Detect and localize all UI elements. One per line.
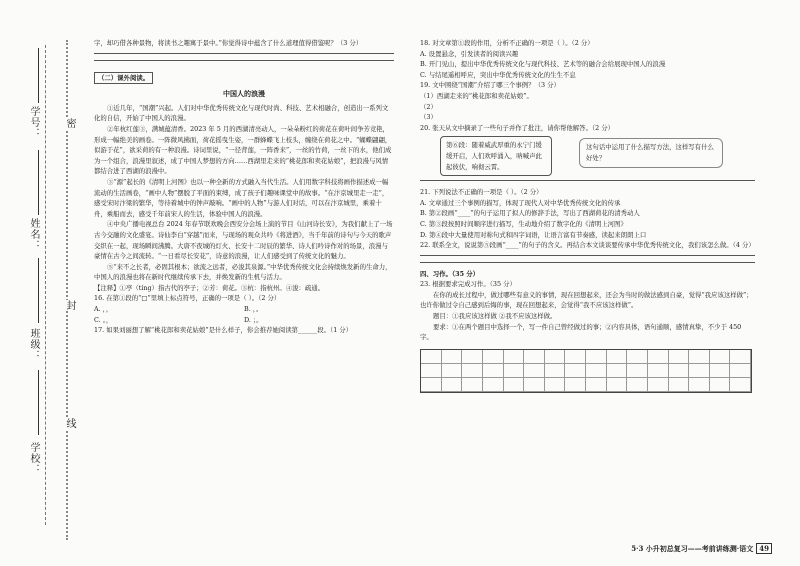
grid-cell[interactable] [730,350,751,364]
footer [631,543,772,554]
grid-cell[interactable] [524,378,545,392]
question-20: 20. 张天从文中摘录了一些句子并作了批注，请你帮他解答。（2 分） [420,123,615,132]
grid-cell[interactable] [524,364,545,378]
question-17: 17. 如果刘丽想了解“桃花郎和卖花姑娘”是什么样子，你会推荐她阅读第______段。（1 分） [94,326,353,335]
answer-line[interactable] [94,60,394,61]
option-c[interactable]: C. 第③段按照时间顺序进行描写，生动地介绍了数字化的《清明上河图》 [420,219,627,228]
question-continued: 字，却巧借各种景物，将读书之趣寓于景中。”你觉得诗中蕴含了什么道理值得借鉴呢？（3 分） [94,39,363,47]
option-b[interactable]: B. 第②段画“____”的句子运用了拟人的修辞手法，写出了西湖荷花的清秀动人 [420,209,640,218]
grid-cell[interactable] [565,378,586,392]
grid-cell[interactable] [669,364,690,378]
answer-line[interactable] [420,262,755,263]
option-d[interactable]: D. 第④段中大量使用对称句式和四字词语，让语言富有节奏感，读起来朗朗上口 [420,230,647,239]
section-heading: （二）课外阅读。 [94,72,153,85]
grid-cell[interactable] [504,364,525,378]
question-22: 22. 联系全文，说说第⑤段画“____”的句子的含义。再结合本文谈谈要传承中华优秀传统文化，我们该怎么做。（4 分） [420,241,755,250]
answer-line[interactable] [420,255,755,256]
page-number: 49 [756,543,772,554]
grid-cell[interactable] [421,378,442,392]
question-21: 21. 下列说法不正确的一项是（ ）。（2 分） [420,188,543,197]
grid-cell[interactable] [483,364,504,378]
grid-cell[interactable] [648,350,669,364]
grid-cell[interactable] [710,378,731,392]
paragraph-3: ③“源”起长的《清明上河图》也以一种全新的方式融入当代生活。人们用数字科技将画作描述成一幅流动的生活画卷，“画中人物”摆脱了平面的束缚，成了孩子们趣味课堂中的故事。“在汴京城里走一走”，感受宋时汴梁的繁华，等待着城中的钟声敲响。“画中的人物”与游人们对话，可以在汴京城里，乘着十舟，乘船而去，感受千年前宋人的生活，体验中国人的浪漫。 [94,177,389,218]
grid-cell[interactable] [504,350,525,364]
annotation-area [440,136,755,176]
grid-cell[interactable] [730,364,751,378]
grid-cell[interactable] [442,378,463,392]
grid-cell[interactable] [586,364,607,378]
excerpt-box: 第⑥段：随着威武厚重的永宁门缓缓开启，人们欢呼涌入，呐喊声此起彼伏，响彻云霄。 [440,136,552,176]
paragraph-1: ①近几年，“国潮”兴起。人们对中华优秀传统文化与现代时尚、科技、艺术相融合，创造出一系列文化的自信，开始了中国人的浪漫。 [94,103,389,123]
question-23: 23. 根据要求完成习作。（35 分） [420,280,516,289]
grid-cell[interactable] [730,378,751,392]
grid-cell[interactable] [565,350,586,364]
grid-cell[interactable] [669,350,690,364]
annotation-bubble: 这句话中运用了什么描写方法，这样写有什么好处？ [579,138,723,167]
grid-cell[interactable] [545,364,566,378]
id-blank[interactable] [38,48,39,103]
q16-options [94,315,394,326]
grid-cell[interactable] [607,364,628,378]
grid-cell[interactable] [648,378,669,392]
grid-cell[interactable] [586,350,607,364]
question-16: 16. 在第①段的“□”里填上标点符号，正确的一项是（ ）。（2 分） [94,294,281,303]
grid-cell[interactable] [545,378,566,392]
grid-cell[interactable] [710,364,731,378]
grid-cell[interactable] [421,364,442,378]
grid-cell[interactable] [689,378,710,392]
grid-cell[interactable] [689,350,710,364]
q19-item-1: （1）西湖走来的“桃花郎和卖花姑娘”。 [420,91,533,100]
grid-cell[interactable] [627,350,648,364]
option-c[interactable]: C. 。， [94,315,113,324]
q19-item-3[interactable]: （3） [420,113,437,122]
paragraph-4: ④中央广播电视总台 2024 年春节联欢晚会西安分会场上演的节目《山河诗长安》，为我们献上了一场古今交融的文化盛宴。诗仙李白“穿越”而来，与现场的观众共吟《将进酒》，当千年前的诗句与今天的歌声交织在一起，现场瞬间沸腾。大唐不夜城的灯火、长安十二时辰的繁华、诗人们吟诗作对的场景，浪漫与豪情在古今之间流转。“一日看尽长安花”，诗意的浪漫，让人们感受到了传统文化的魅力。 [94,220,393,261]
id-label: 学号： [28,106,39,139]
section-heading: 四、习作。（35 分） [420,269,480,278]
paragraph-2: ②年杭红莲③，满城蕴清香。2023 年 5 月的西湖清亮动人，一朵朵粉红的荷花在荷叶间争芳竞艳，形成一幅绝美的画卷。一阵微风拂面，荷花摇曳生姿，一群蜂蝶飞上枝头，缠绕在荷花之中。“蝴蝶翩翩，似游于花”，欲采荷的有一种浪漫。诗词里说，“一径背莲，一阵香来”，一丝的竹荷，一丝下的水，他们成为一个组合，浪漫里叙述，成了中国人梦想的方向……西湖里走来的“桃花郎和卖花姑娘”，把浪漫与风情都结合进了西湖的浪漫中。 [94,124,392,176]
question-19: 19. 文中围绕“国潮”介绍了哪三个事例？（3 分） [420,81,560,90]
grid-cell[interactable] [462,350,483,364]
option-c[interactable]: C. 与结尾遥相呼应，突出中华优秀传统文化的生生不息 [420,70,576,79]
q16-options [94,304,394,315]
right-column [420,38,755,393]
school-label: 学校： [28,442,39,475]
grid-cell[interactable] [669,378,690,392]
school-blank[interactable] [38,370,39,435]
grid-cell[interactable] [442,364,463,378]
q23-requirements: 要求：①在两个题目中选择一个，写一件自己曾经做过的事；②内容具体，语句通顺，感情真挚，不少于 450 字。 [420,322,742,342]
option-a[interactable]: A. 设置悬念，引发读者的阅读兴趣 [420,49,519,58]
grid-cell[interactable] [648,364,669,378]
grid-cell[interactable] [483,378,504,392]
footer-text: 5·3 小升初总复习——考前讲练测·语文 [631,544,754,553]
grid-cell[interactable] [545,350,566,364]
binding-line [45,45,46,525]
grid-cell[interactable] [524,350,545,364]
passage-title: 中国人的浪漫 [223,89,265,99]
name-label: 姓名： [28,218,39,251]
cut-line [66,40,68,540]
option-a[interactable]: A. ，， [94,305,113,314]
xian-mark: 线 [64,418,75,429]
option-d[interactable]: D. ；。 [244,315,263,324]
grid-cell[interactable] [627,364,648,378]
answer-line[interactable] [420,180,755,181]
q23-prompt: 在你的成长过程中，做过哪些有意义的事情，现在回想起来，还会为当时的做法感到自豪，觉得“我应该这样做”；也许你做过令自己感到后悔的事，现在回想起来，会觉得“我不应该这样做”。 [420,290,753,310]
grid-cell[interactable] [586,378,607,392]
grid-cell[interactable] [607,378,628,392]
option-b[interactable]: B. ，。 [244,305,263,314]
grid-cell[interactable] [462,364,483,378]
note: 【注释】①亭（tíng）指古代的亭子；②芳：荷花。③杭：指杭州。④浚：疏通。 [94,283,325,292]
class-label: 班级： [28,328,39,361]
mi-mark: 密 [64,118,75,129]
answer-line[interactable] [94,53,394,54]
option-a[interactable]: A. 文章通过三个事例的描写，体现了现代人对中华优秀传统文化的传承 [420,198,621,207]
feng-mark: 封 [64,300,75,311]
grid-cell[interactable] [421,350,442,364]
name-blank[interactable] [38,150,39,215]
option-b[interactable]: B. 开门见山，提出中华优秀传统文化与现代科技、艺术等的融合会给展现中国人的浪漫 [420,60,666,69]
grid-cell[interactable] [483,350,504,364]
q23-title: 题目：①我应该这样做 ②我不应该这样做。 [433,312,557,321]
grid-cell[interactable] [442,350,463,364]
grid-cell[interactable] [627,378,648,392]
q19-item-2[interactable]: （2） [420,102,437,111]
class-blank[interactable] [38,258,39,323]
grid-cell[interactable] [462,378,483,392]
left-column [94,38,394,336]
grid-cell[interactable] [689,364,710,378]
grid-cell[interactable] [504,378,525,392]
paragraph-5: ⑤“来不之长者，必固其根本；欲流之远者，必浚其泉源。”中华优秀传统文化会持续焕发新的生命力，中国人的浪漫也将在新时代继续传承下去，并焕发新的生机与活力。 [94,262,392,282]
grid-cell[interactable] [607,350,628,364]
writing-grid[interactable] [420,349,752,393]
grid-cell[interactable] [565,364,586,378]
binding-margin [0,0,88,566]
question-18: 18. 对文章第①段的作用，分析不正确的一项是（ ）。（2 分） [420,39,594,47]
grid-cell[interactable] [710,350,731,364]
